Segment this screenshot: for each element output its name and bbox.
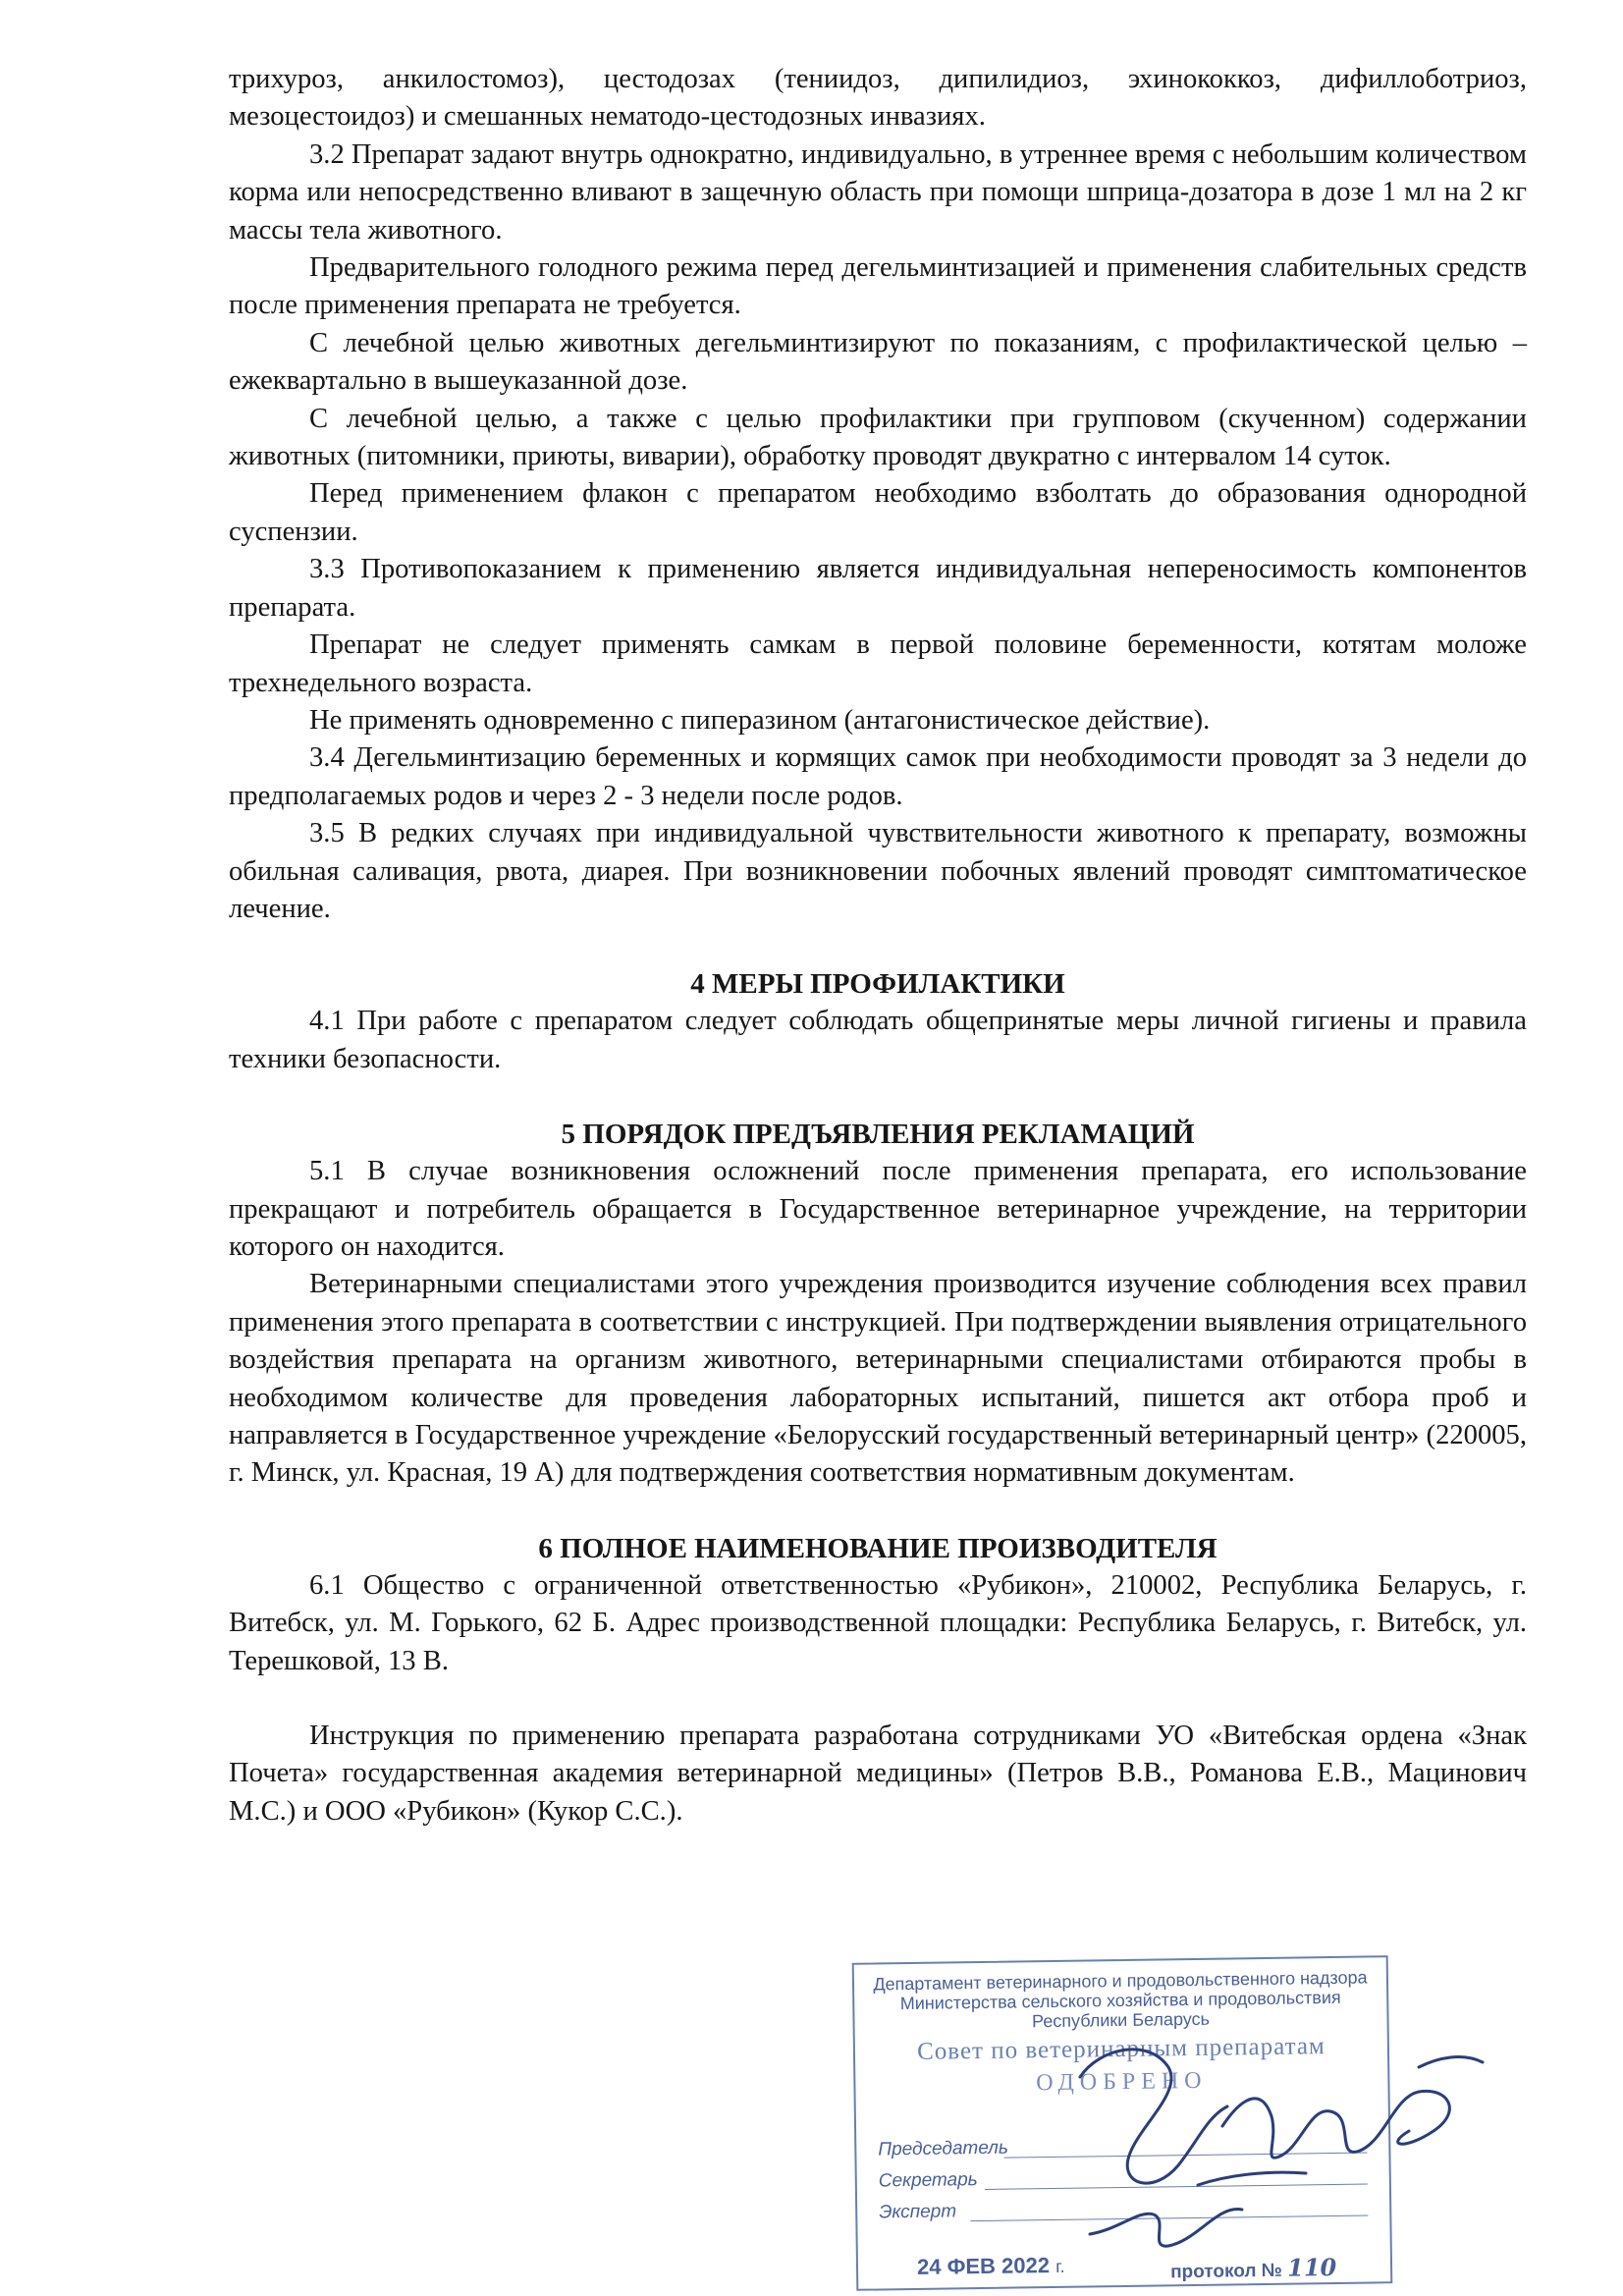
paragraph-3-3: 3.3 Противопоказанием к применению является индивидуальная непереносимость компонентов препарата.: [229, 554, 1527, 623]
stamp-secretary-label: Секретарь: [878, 2169, 978, 2192]
stamp-department: Департамент ветеринарного и продовольственного надзора Министерства сельского хозяйства и продовольствия Республики Беларусь: [873, 1967, 1368, 2032]
stamp-approved: ОДОБРЕНО: [1036, 2067, 1208, 2097]
stamp-expert-label: Эксперт: [879, 2201, 957, 2223]
paragraph: Предварительного голодного режима перед дегельминтизацией и применения слабительных средств после применения препарата не требуется.: [229, 252, 1527, 321]
paragraph-4-1: 4.1 При работе с препаратом следует соблюдать общепринятые меры личной гигиены и правила техники безопасности.: [229, 1006, 1527, 1074]
section-heading-5: 5 ПОРЯДОК ПРЕДЪЯВЛЕНИЯ РЕКЛАМАЦИЙ: [561, 1119, 1195, 1151]
stamp-protocol-number: 110: [1286, 2252, 1337, 2282]
stamp-protocol-label: протокол №: [1169, 2260, 1283, 2283]
paragraph-3-5: 3.5 В редких случаях при индивидуальной чувствительности животного к препарату, возможны обильная саливация, рвота, диарея. При возникновении побочных явлений проводят симптоматическое лечение.: [229, 818, 1527, 924]
handwritten-signature: [1060, 2038, 1492, 2283]
stamp-date-value: 24 ФЕВ 2022: [916, 2253, 1051, 2279]
stamp-council: Совет по ветеринарным препаратам: [916, 2033, 1325, 2065]
credits-paragraph: Инструкция по применению препарата разработана сотрудниками УО «Витебская ордена «Знак Почета» государственная академия ветеринарной медицины» (Петров В.В., Романова Е.В., Мацинович М.С.) и ООО «Рубикон» (Кукор С.С.).: [229, 1721, 1527, 1827]
paragraph-3-2: 3.2 Препарат задают внутрь однократно, индивидуально, в утреннее время с небольшим количеством корма или непосредственно вливают в защечную область при помощи шприца-дозатора в дозе 1 мл на 2 кг массы тела животного.: [229, 138, 1527, 246]
paragraph: Не применять одновременно с пиперазином (антагонистическое действие).: [309, 704, 1211, 736]
stamp-date-suffix: г.: [1055, 2256, 1065, 2276]
paragraph-5-1: 5.1 В случае возникновения осложнений после применения препарата, его использование прекращают и потребитель обращается в Государственное ветеринарное учреждение, на территории которого он находится.: [229, 1156, 1527, 1262]
paragraph: С лечебной целью животных дегельминтизируют по показаниям, с профилактической целью – ежеквартально в вышеуказанной дозе.: [229, 327, 1527, 397]
paragraph: трихуроз, анкилостомоз), цестодозах (тениидоз, дипилидиоз, эхинококкоз, дифиллоботриоз, мезоцестоидоз) и смешанных нематодо-цестодозных инвазиях.: [229, 64, 1527, 133]
section-heading-6: 6 ПОЛНОЕ НАИМЕНОВАНИЕ ПРОИЗВОДИТЕЛЯ: [538, 1532, 1217, 1564]
stamp-date: [917, 2253, 1065, 2280]
paragraph: Ветеринарными специалистами этого учреждения производится изучение соблюдения всех правил применения этого препарата в соответствии с инструкцией. При подтверждении выявления отрицательного воздействия препарата на организм животного, ветеринарными специалистами отбираются пробы в необходимом количестве для проведения лабораторных испытаний, пишется акт отбора проб и направляется в Государственное учреждение «Белорусский государственный ветеринарный центр» (220005, г. Минск, ул. Красная, 19 А) для подтверждения соответствия нормативным документам.: [229, 1269, 1527, 1489]
stamp-chairman-label: Председатель: [878, 2137, 1009, 2160]
paragraph-6-1: 6.1 Общество с ограниченной ответственностью «Рубикон», 210002, Республика Беларусь, г. Витебск, ул. М. Горького, 62 Б. Адрес производственной площадки: Республика Беларусь, г. Витебск, ул. Терешковой, 13 В.: [229, 1569, 1527, 1676]
section-heading-4: 4 МЕРЫ ПРОФИЛАКТИКИ: [690, 968, 1065, 1001]
paragraph: Перед применением флакон с препаратом необходимо взболтать до образования однородной суспензии.: [229, 478, 1527, 547]
paragraph: С лечебной целью, а также с целью профилактики при групповом (скученном) содержании животных (питомники, приюты, виварии), обработку проводят двукратно с интервалом 14 суток.: [229, 403, 1527, 472]
paragraph-3-4: 3.4 Дегельминтизацию беременных и кормящих самок при необходимости проводят за 3 недели до предполагаемых родов и через 2 - 3 недели после родов.: [229, 742, 1527, 811]
document-page: [229, 61, 1527, 1831]
paragraph: Препарат не следует применять самкам в первой половине беременности, котятам моложе трехнедельного возраста.: [229, 629, 1527, 698]
